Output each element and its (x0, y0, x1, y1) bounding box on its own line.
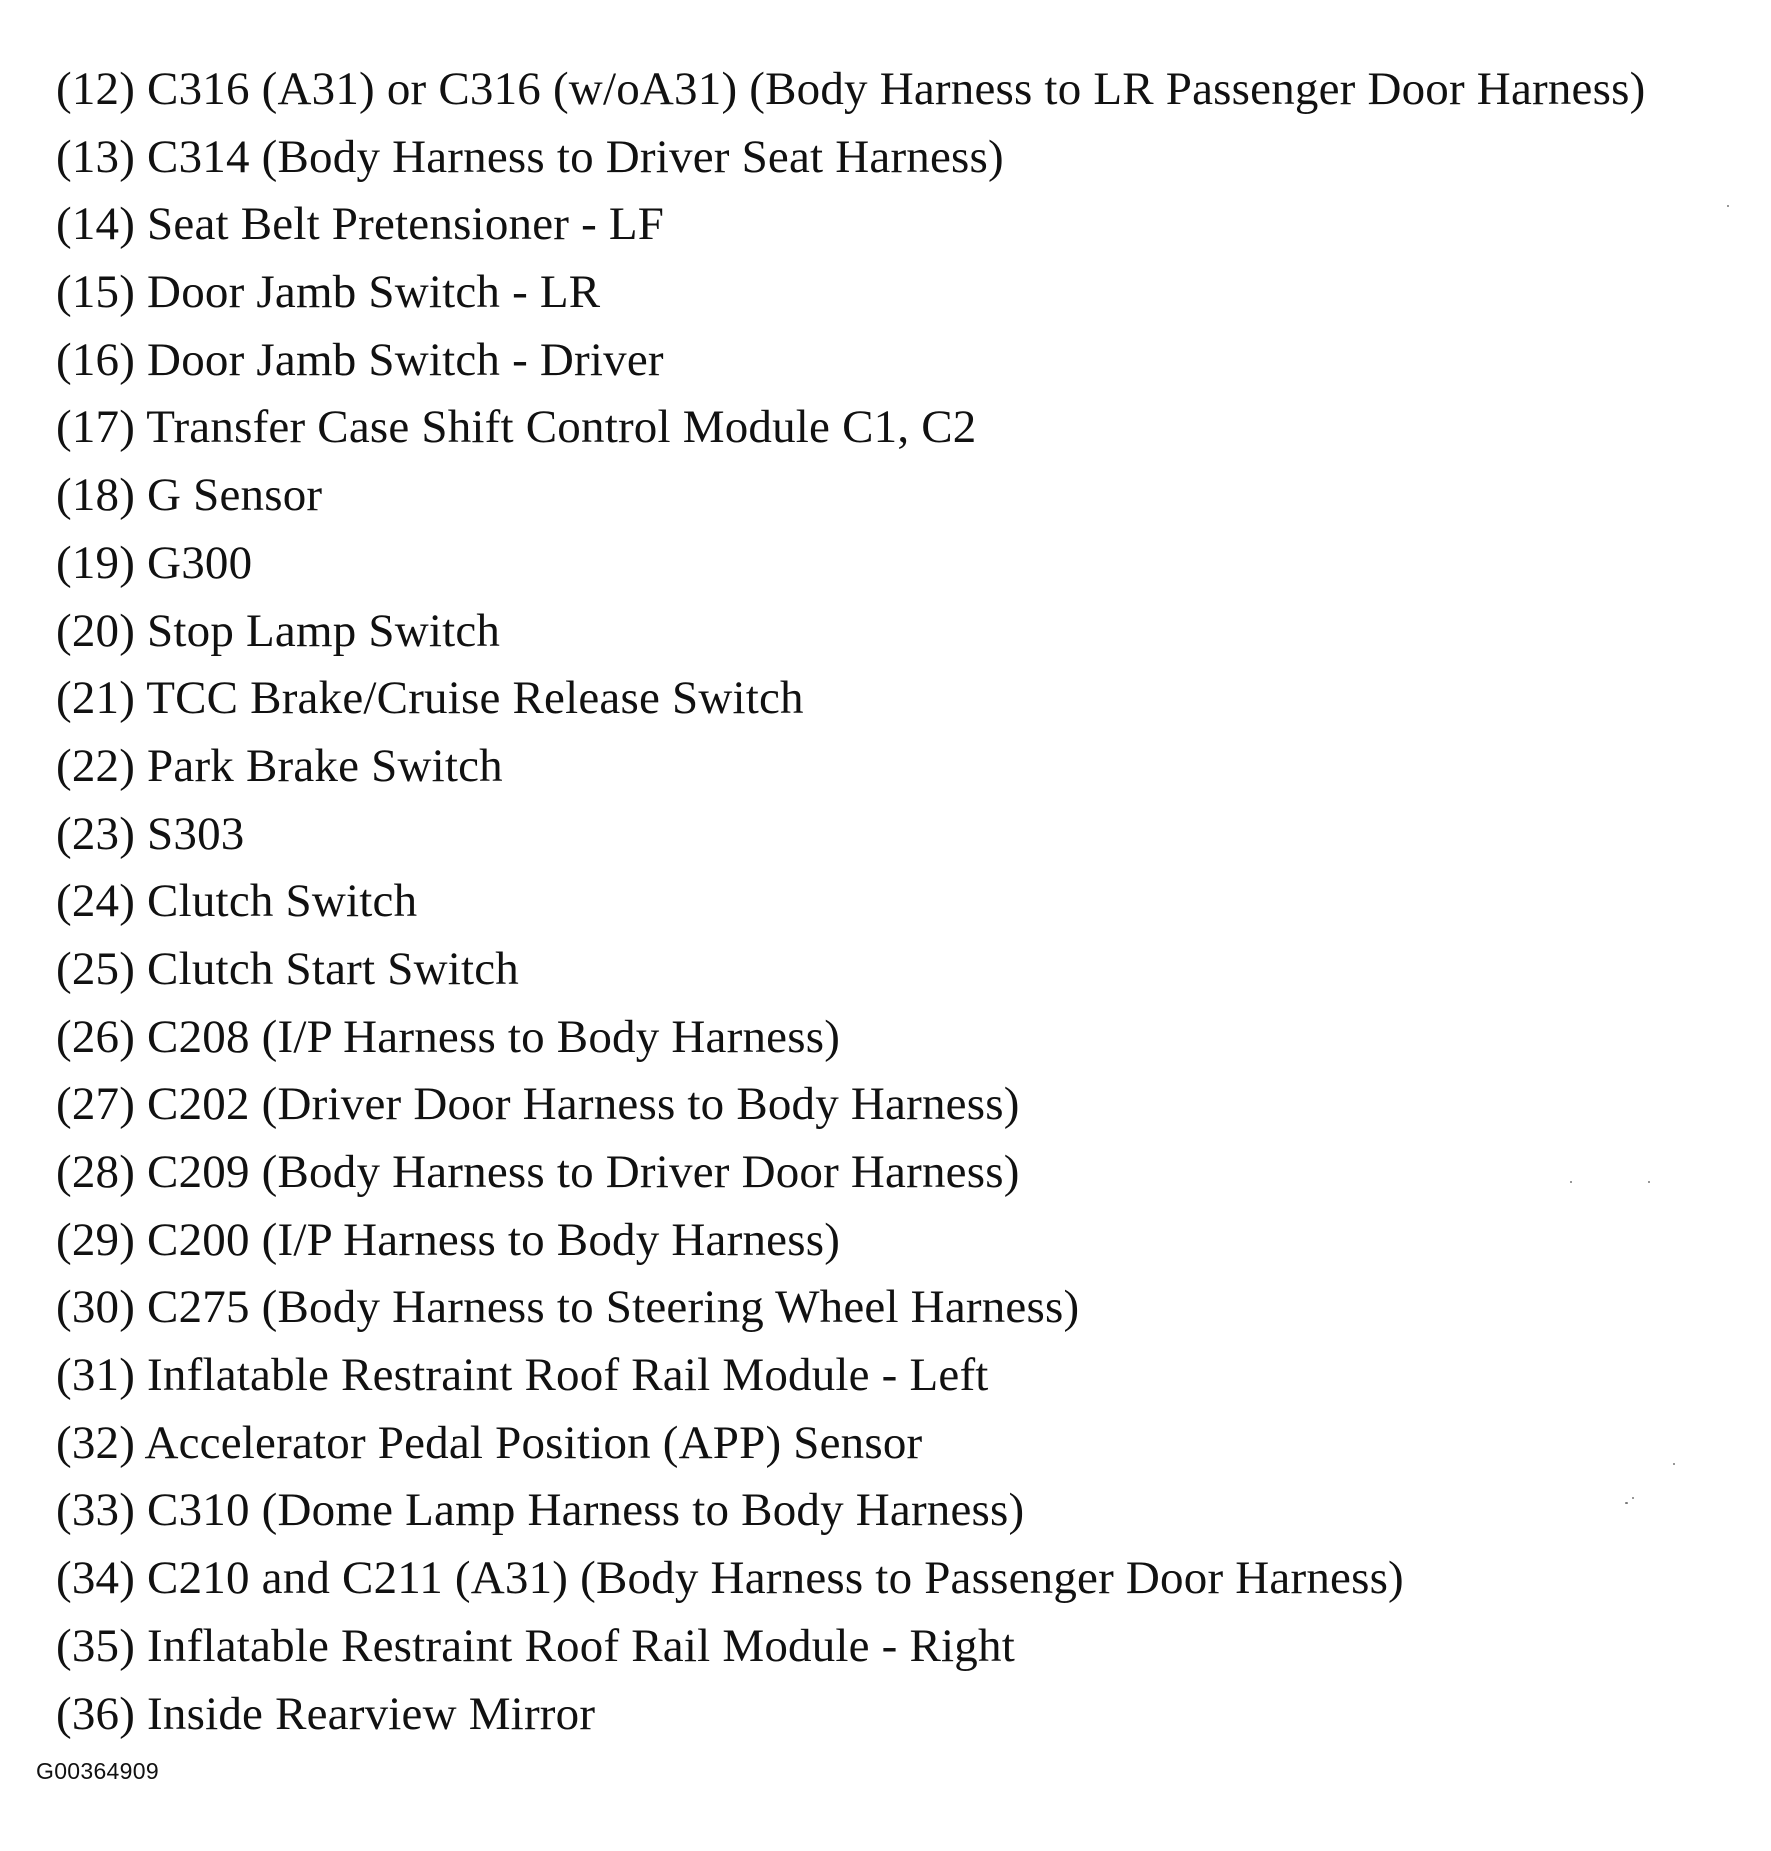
scan-speck (1570, 1181, 1572, 1183)
figure-id-label: G00364909 (36, 1758, 159, 1784)
legend-item-27: (27) C202 (Driver Door Harness to Body Harness) (56, 1078, 1020, 1131)
legend-item-23: (23) S303 (56, 807, 245, 860)
legend-item-36: (36) Inside Rearview Mirror (56, 1687, 596, 1740)
legend-item-35: (35) Inflatable Restraint Roof Rail Module - Right (56, 1619, 1015, 1672)
scan-speck (1727, 205, 1729, 207)
legend-item-19: (19) G300 (56, 536, 253, 589)
legend-item-32: (32) Accelerator Pedal Position (APP) Sensor (56, 1416, 923, 1469)
legend-item-26: (26) C208 (I/P Harness to Body Harness) (56, 1010, 841, 1063)
scan-speck (1673, 1463, 1675, 1465)
legend-item-28: (28) C209 (Body Harness to Driver Door Harness) (56, 1146, 1020, 1198)
legend-item-17: (17) Transfer Case Shift Control Module C1, C2 (56, 401, 977, 454)
legend-item-13: (13) C314 (Body Harness to Driver Seat Harness) (56, 130, 1004, 183)
legend-item-22: (22) Park Brake Switch (56, 739, 503, 792)
legend-item-15: (15) Door Jamb Switch - LR (56, 266, 601, 319)
legend-item-33: (33) C310 (Dome Lamp Harness to Body Harness) (56, 1484, 1025, 1537)
legend-item-16: (16) Door Jamb Switch - Driver (56, 333, 664, 386)
legend-item-34: (34) C210 and C211 (A31) (Body Harness to Passenger Door Harness) (56, 1552, 1404, 1605)
component-legend-list (56, 56, 1645, 1748)
legend-item-31: (31) Inflatable Restraint Roof Rail Module - Left (56, 1349, 989, 1402)
legend-item-20: (20) Stop Lamp Switch (56, 604, 501, 657)
scan-speck (1648, 1181, 1650, 1183)
legend-item-21: (21) TCC Brake/Cruise Release Switch (56, 672, 804, 725)
scan-speck (1632, 1497, 1634, 1499)
legend-item-12: (12) C316 (A31) or C316 (w/oA31) (Body Harness to LR Passenger Door Harness) (56, 63, 1646, 115)
legend-item-14: (14) Seat Belt Pretensioner - LF (56, 198, 665, 251)
legend-item-24: (24) Clutch Switch (56, 875, 418, 928)
legend-item-18: (18) G Sensor (56, 469, 323, 522)
legend-item-25: (25) Clutch Start Switch (56, 942, 520, 995)
legend-item-29: (29) C200 (I/P Harness to Body Harness) (56, 1213, 841, 1266)
legend-item-30: (30) C275 (Body Harness to Steering Wheel Harness) (56, 1281, 1080, 1334)
scan-speck (1625, 1502, 1628, 1504)
